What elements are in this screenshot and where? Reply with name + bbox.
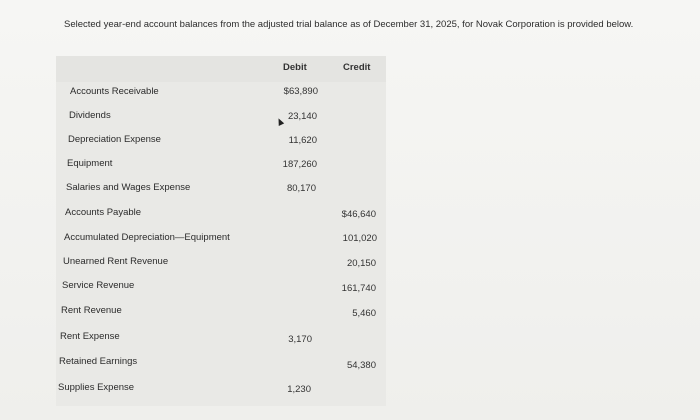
account-label: Service Revenue <box>62 280 135 291</box>
account-label: Retained Earnings <box>59 356 138 367</box>
intro-text: Selected year-end account balances from the adjusted trial balance as of December 31, 2025, for Novak Corporation is provided below. <box>64 19 634 30</box>
debit-value: 3,170 <box>288 334 312 345</box>
account-label: Accumulated Depreciation—Equipment <box>64 232 230 243</box>
account-label: Dividends <box>69 110 111 121</box>
account-label: Supplies Expense <box>58 382 135 393</box>
credit-column-header: Credit <box>343 62 371 73</box>
credit-value: 20,150 <box>346 258 376 269</box>
debit-value: 187,260 <box>282 159 317 170</box>
credit-value: $46,640 <box>341 209 376 220</box>
account-label: Salaries and Wages Expense <box>66 182 191 193</box>
account-label: Rent Expense <box>60 331 120 342</box>
credit-value: 101,020 <box>342 233 377 244</box>
account-label: Accounts Receivable <box>70 86 159 97</box>
trial-balance-table <box>56 56 386 406</box>
account-label: Unearned Rent Revenue <box>63 256 169 267</box>
debit-value: 23,140 <box>287 111 317 122</box>
debit-value: 80,170 <box>286 183 316 194</box>
account-label: Depreciation Expense <box>68 134 161 145</box>
credit-value: 5,460 <box>352 308 376 319</box>
account-label: Equipment <box>67 158 113 169</box>
debit-value: 11,620 <box>288 135 317 146</box>
debit-value: $63,890 <box>283 86 318 97</box>
table-header-band <box>56 56 386 82</box>
credit-value: 161,740 <box>341 283 376 294</box>
debit-column-header: Debit <box>283 62 307 73</box>
credit-value: 54,380 <box>346 360 376 371</box>
account-label: Accounts Payable <box>65 207 142 218</box>
account-label: Rent Revenue <box>61 305 122 316</box>
debit-value: 1,230 <box>287 384 311 395</box>
